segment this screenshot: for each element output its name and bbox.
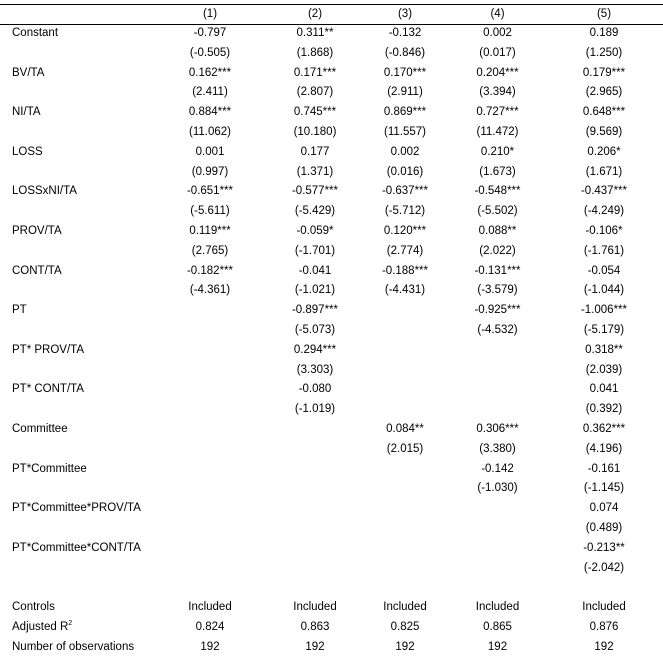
coefficient-row — [0, 341, 663, 361]
coefficient-row — [0, 460, 663, 480]
value-cell-col-1: (-5.611) — [190, 205, 230, 218]
row-label: Constant — [12, 27, 59, 39]
row-label: Controls — [12, 601, 55, 614]
value-cell-col-5: 0.362*** — [582, 422, 626, 435]
value-cell-col-4: (11.472) — [476, 125, 519, 138]
t-stat-row — [0, 123, 663, 143]
value-cell-col-1: -0.182*** — [186, 264, 234, 277]
value-cell-col-1 — [150, 321, 270, 341]
spacer-cell — [150, 578, 270, 598]
value-cell-col-1: -0.651*** — [186, 185, 234, 198]
value-cell-col-5: -0.054 — [587, 264, 621, 277]
value-cell-col-3 — [360, 301, 450, 321]
coefficient-row — [0, 103, 663, 123]
value-cell-col-5: (9.569) — [585, 125, 623, 138]
value-cell-col-2: 0.177 — [300, 145, 330, 158]
table-body — [0, 5, 663, 658]
coefficient-row — [0, 182, 663, 202]
row-label — [0, 242, 150, 262]
row-label: PT*Committee — [12, 462, 87, 475]
value-cell-col-1 — [150, 479, 270, 499]
spacer-cell — [450, 578, 545, 598]
value-cell-col-5: (-4.249) — [583, 205, 625, 218]
row-label — [0, 123, 150, 143]
row-label — [0, 44, 150, 64]
value-cell-col-2 — [270, 499, 360, 519]
coefficient-row — [0, 64, 663, 84]
value-cell-col-1 — [150, 440, 270, 460]
value-cell-col-5: 0.206* — [587, 145, 621, 158]
value-cell-col-4: (1.673) — [479, 165, 516, 178]
t-stat-row — [0, 479, 663, 499]
value-cell-col-4: 0.865 — [483, 621, 512, 634]
row-label: PT* PROV/TA — [12, 343, 84, 356]
value-cell-col-3 — [360, 499, 450, 519]
value-cell-col-4 — [450, 519, 545, 539]
header-label-cell — [0, 5, 150, 24]
value-cell-col-2: -0.897*** — [291, 304, 339, 317]
row-label — [0, 202, 150, 222]
value-cell-col-4: (3.394) — [479, 86, 516, 99]
value-cell-col-3 — [360, 400, 450, 420]
row-label: CONT/TA — [12, 264, 62, 277]
row-label: Number of observations — [12, 640, 135, 653]
value-cell-col-1: (-4.361) — [189, 284, 231, 297]
value-cell-col-5: -0.437*** — [580, 185, 628, 198]
value-cell-col-2 — [270, 559, 360, 579]
spacer-cell — [270, 578, 360, 598]
t-stat-row — [0, 361, 663, 381]
value-cell-col-2: -0.041 — [298, 264, 332, 277]
value-cell-col-2: 0.311** — [296, 27, 334, 39]
value-cell-col-5: (-1.044) — [583, 284, 625, 297]
value-cell-col-2: 0.171*** — [293, 66, 337, 79]
t-stat-row — [0, 559, 663, 579]
header-col-4: (4) — [490, 8, 505, 20]
row-label — [0, 321, 150, 341]
value-cell-col-5: (4.196) — [585, 442, 623, 455]
value-cell-col-2: (-1.019) — [294, 403, 336, 416]
row-label — [0, 83, 150, 103]
value-cell-col-3: (2.774) — [386, 244, 424, 257]
coefficient-row — [0, 499, 663, 519]
value-cell-col-2: (-1.701) — [294, 244, 336, 257]
value-cell-col-2: Included — [293, 601, 337, 614]
header-col-5: (5) — [596, 8, 612, 20]
value-cell-col-2: -0.059* — [296, 224, 334, 237]
value-cell-col-3: 0.084** — [386, 422, 424, 435]
spacer-cell — [360, 578, 450, 598]
value-cell-col-3 — [360, 341, 450, 361]
value-cell-col-5: 0.318** — [585, 343, 623, 356]
value-cell-col-5: (-5.179) — [583, 323, 625, 336]
value-cell-col-2: (-1.021) — [294, 284, 336, 297]
observations-row — [0, 638, 663, 658]
value-cell-col-1: 0.884*** — [188, 106, 232, 119]
value-cell-col-1 — [150, 361, 270, 381]
value-cell-col-3: (-5.712) — [384, 205, 426, 218]
value-cell-col-5: (-1.761) — [583, 244, 625, 257]
value-cell-col-5: (-2.042) — [583, 561, 625, 574]
value-cell-col-5: 0.648*** — [582, 106, 626, 119]
row-label: Committee — [12, 422, 68, 435]
value-cell-col-2: (3.303) — [296, 363, 334, 376]
value-cell-col-4: (3.380) — [479, 442, 516, 455]
value-cell-col-2: 0.863 — [300, 621, 330, 634]
value-cell-col-5: 0.876 — [589, 621, 619, 634]
coefficient-row — [0, 301, 663, 321]
value-cell-col-3: 0.869*** — [383, 106, 427, 119]
t-stat-row — [0, 83, 663, 103]
value-cell-col-4: 192 — [487, 640, 508, 653]
value-cell-col-4: 0.306*** — [476, 422, 519, 435]
value-cell-col-2: (-5.429) — [294, 205, 336, 218]
value-cell-col-5: -0.213** — [583, 541, 625, 554]
header-col-1: (1) — [202, 8, 218, 20]
controls-row — [0, 598, 663, 618]
t-stat-row — [0, 440, 663, 460]
value-cell-col-1: 0.162*** — [188, 66, 232, 79]
value-cell-col-1: Included — [188, 601, 232, 614]
coefficient-row — [0, 143, 663, 163]
value-cell-col-3: 0.170*** — [383, 66, 427, 79]
value-cell-col-4: (-4.532) — [477, 323, 518, 336]
value-cell-col-4: 0.002 — [483, 27, 512, 39]
value-cell-col-1: 0.001 — [195, 145, 225, 158]
coefficient-row — [0, 222, 663, 242]
value-cell-col-4 — [450, 341, 545, 361]
t-stat-row — [0, 400, 663, 420]
adjusted-r2-superscript: 2 — [68, 620, 73, 628]
t-stat-row — [0, 519, 663, 539]
regression-table — [0, 5, 663, 658]
row-label: NI/TA — [12, 106, 41, 119]
value-cell-col-3 — [360, 361, 450, 381]
row-label — [0, 519, 150, 539]
value-cell-col-1 — [150, 539, 270, 559]
value-cell-col-4 — [450, 361, 545, 381]
value-cell-col-4: 0.088** — [478, 224, 517, 237]
value-cell-col-4 — [450, 539, 545, 559]
value-cell-col-2: -0.080 — [298, 383, 332, 396]
row-label — [0, 440, 150, 460]
value-cell-col-4 — [450, 499, 545, 519]
value-cell-col-2 — [270, 479, 360, 499]
coefficient-row — [0, 420, 663, 440]
value-cell-col-2 — [270, 539, 360, 559]
value-cell-col-3: 0.825 — [390, 621, 420, 634]
row-label — [0, 400, 150, 420]
value-cell-col-2: (-5.073) — [294, 323, 336, 336]
value-cell-col-4: 0.727*** — [476, 106, 519, 119]
value-cell-col-3: Included — [383, 601, 427, 614]
value-cell-col-4: (-1.030) — [477, 482, 518, 495]
value-cell-col-2: 0.745*** — [293, 106, 337, 119]
row-label: PT — [12, 304, 27, 317]
value-cell-col-5: (0.489) — [585, 521, 623, 534]
value-cell-col-2: (2.807) — [296, 86, 334, 99]
value-cell-col-5: -0.106* — [585, 224, 623, 237]
value-cell-col-4 — [450, 400, 545, 420]
value-cell-col-1 — [150, 341, 270, 361]
value-cell-col-3 — [360, 559, 450, 579]
value-cell-col-5: (2.965) — [585, 86, 623, 99]
value-cell-col-1 — [150, 559, 270, 579]
value-cell-col-3 — [360, 479, 450, 499]
value-cell-col-3 — [360, 321, 450, 341]
t-stat-row — [0, 44, 663, 64]
value-cell-col-2: (1.868) — [296, 46, 334, 59]
value-cell-col-3: (11.557) — [384, 125, 426, 138]
row-label: LOSSxNI/TA — [12, 185, 77, 198]
row-label — [0, 479, 150, 499]
coefficient-row — [0, 380, 663, 400]
header-col-3: (3) — [397, 8, 413, 20]
value-cell-col-5: Included — [582, 601, 626, 614]
value-cell-col-3: -0.188*** — [381, 264, 429, 277]
value-cell-col-2 — [270, 420, 360, 440]
value-cell-col-3: -0.637*** — [381, 185, 429, 198]
value-cell-col-3: 0.120*** — [383, 224, 427, 237]
t-stat-row — [0, 281, 663, 301]
value-cell-col-1: (-0.505) — [189, 46, 231, 59]
value-cell-col-2: (10.180) — [293, 125, 337, 138]
value-cell-col-1 — [150, 400, 270, 420]
adjusted-r2-label: Adjusted R — [12, 621, 69, 634]
value-cell-col-1 — [150, 499, 270, 519]
row-label: PROV/TA — [12, 224, 62, 237]
row-label — [0, 361, 150, 381]
header-row — [0, 5, 663, 24]
value-cell-col-1: (0.997) — [191, 165, 229, 178]
t-stat-row — [0, 163, 663, 183]
value-cell-col-2: -0.577*** — [291, 185, 339, 198]
value-cell-col-3: (-4.431) — [384, 284, 426, 297]
value-cell-col-4: (0.017) — [479, 46, 516, 59]
value-cell-col-3 — [360, 519, 450, 539]
row-label: PT* CONT/TA — [12, 383, 84, 396]
spacer-row — [0, 578, 663, 598]
value-cell-col-4: -0.548*** — [474, 185, 521, 198]
value-cell-col-1 — [150, 519, 270, 539]
coefficient-row — [0, 24, 663, 44]
value-cell-col-5: (1.250) — [585, 46, 623, 59]
value-cell-col-4: -0.131*** — [474, 264, 521, 277]
coefficient-row — [0, 539, 663, 559]
value-cell-col-3: (2.015) — [386, 442, 424, 455]
value-cell-col-3 — [360, 539, 450, 559]
value-cell-col-5: 0.074 — [589, 502, 619, 515]
coefficient-row — [0, 262, 663, 282]
value-cell-col-5: 0.041 — [589, 383, 619, 396]
value-cell-col-3: 0.002 — [390, 145, 420, 158]
t-stat-row — [0, 321, 663, 341]
value-cell-col-5: -1.006*** — [580, 304, 628, 317]
value-cell-col-1: (2.765) — [191, 244, 229, 257]
value-cell-col-4: 0.210* — [480, 145, 515, 158]
value-cell-col-5: 0.189 — [589, 27, 619, 39]
value-cell-col-5: -0.161 — [587, 462, 621, 475]
value-cell-col-3: 192 — [395, 640, 415, 653]
row-label: LOSS — [12, 145, 43, 158]
value-cell-col-1: (2.411) — [192, 86, 228, 99]
value-cell-col-2 — [270, 460, 360, 480]
value-cell-col-2 — [270, 440, 360, 460]
value-cell-col-1: 0.824 — [195, 621, 225, 634]
value-cell-col-1 — [150, 460, 270, 480]
value-cell-col-5: (1.671) — [585, 165, 623, 178]
value-cell-col-2 — [270, 519, 360, 539]
row-label — [0, 163, 150, 183]
value-cell-col-2: 0.294*** — [293, 343, 337, 356]
value-cell-col-3: -0.132 — [388, 27, 422, 39]
t-stat-row — [0, 242, 663, 262]
row-label — [0, 618, 150, 638]
t-stat-row — [0, 202, 663, 222]
value-cell-col-1: 192 — [200, 640, 220, 653]
value-cell-col-1: -0.797 — [193, 27, 227, 39]
value-cell-col-5: (0.392) — [585, 403, 623, 416]
value-cell-col-5: (2.039) — [585, 363, 623, 376]
row-label: BV/TA — [12, 66, 45, 79]
row-label: PT*Committee*PROV/TA — [12, 502, 141, 515]
header-col-2: (2) — [307, 8, 323, 20]
value-cell-col-5: (-1.145) — [583, 482, 625, 495]
value-cell-col-4: 0.204*** — [476, 66, 519, 79]
row-label — [0, 559, 150, 579]
value-cell-col-1: 0.119*** — [189, 224, 231, 237]
value-cell-col-4: (2.022) — [479, 244, 516, 257]
value-cell-col-4: (-5.502) — [477, 205, 518, 218]
value-cell-col-3 — [360, 380, 450, 400]
value-cell-col-3: (-0.846) — [384, 46, 426, 59]
row-label — [0, 281, 150, 301]
value-cell-col-4: -0.142 — [481, 462, 514, 475]
value-cell-col-4 — [450, 380, 545, 400]
spacer-cell — [545, 578, 663, 598]
value-cell-col-5: 192 — [594, 640, 614, 653]
value-cell-col-3 — [360, 460, 450, 480]
value-cell-col-4: (-3.579) — [477, 284, 518, 297]
value-cell-col-1 — [150, 301, 270, 321]
adjusted-r2-row — [0, 618, 663, 638]
value-cell-col-1 — [150, 380, 270, 400]
value-cell-col-2: 192 — [305, 640, 325, 653]
value-cell-col-3: (2.911) — [387, 86, 423, 99]
value-cell-col-2: (1.371) — [296, 165, 334, 178]
value-cell-col-5: 0.179*** — [582, 66, 626, 79]
value-cell-col-4 — [450, 559, 545, 579]
spacer-cell — [0, 578, 150, 598]
value-cell-col-3: (0.016) — [386, 165, 424, 178]
value-cell-col-4: -0.925*** — [474, 304, 521, 317]
value-cell-col-1 — [150, 420, 270, 440]
row-label: PT*Committee*CONT/TA — [12, 541, 141, 554]
value-cell-col-4: Included — [475, 601, 520, 614]
value-cell-col-1: (11.062) — [189, 125, 231, 138]
